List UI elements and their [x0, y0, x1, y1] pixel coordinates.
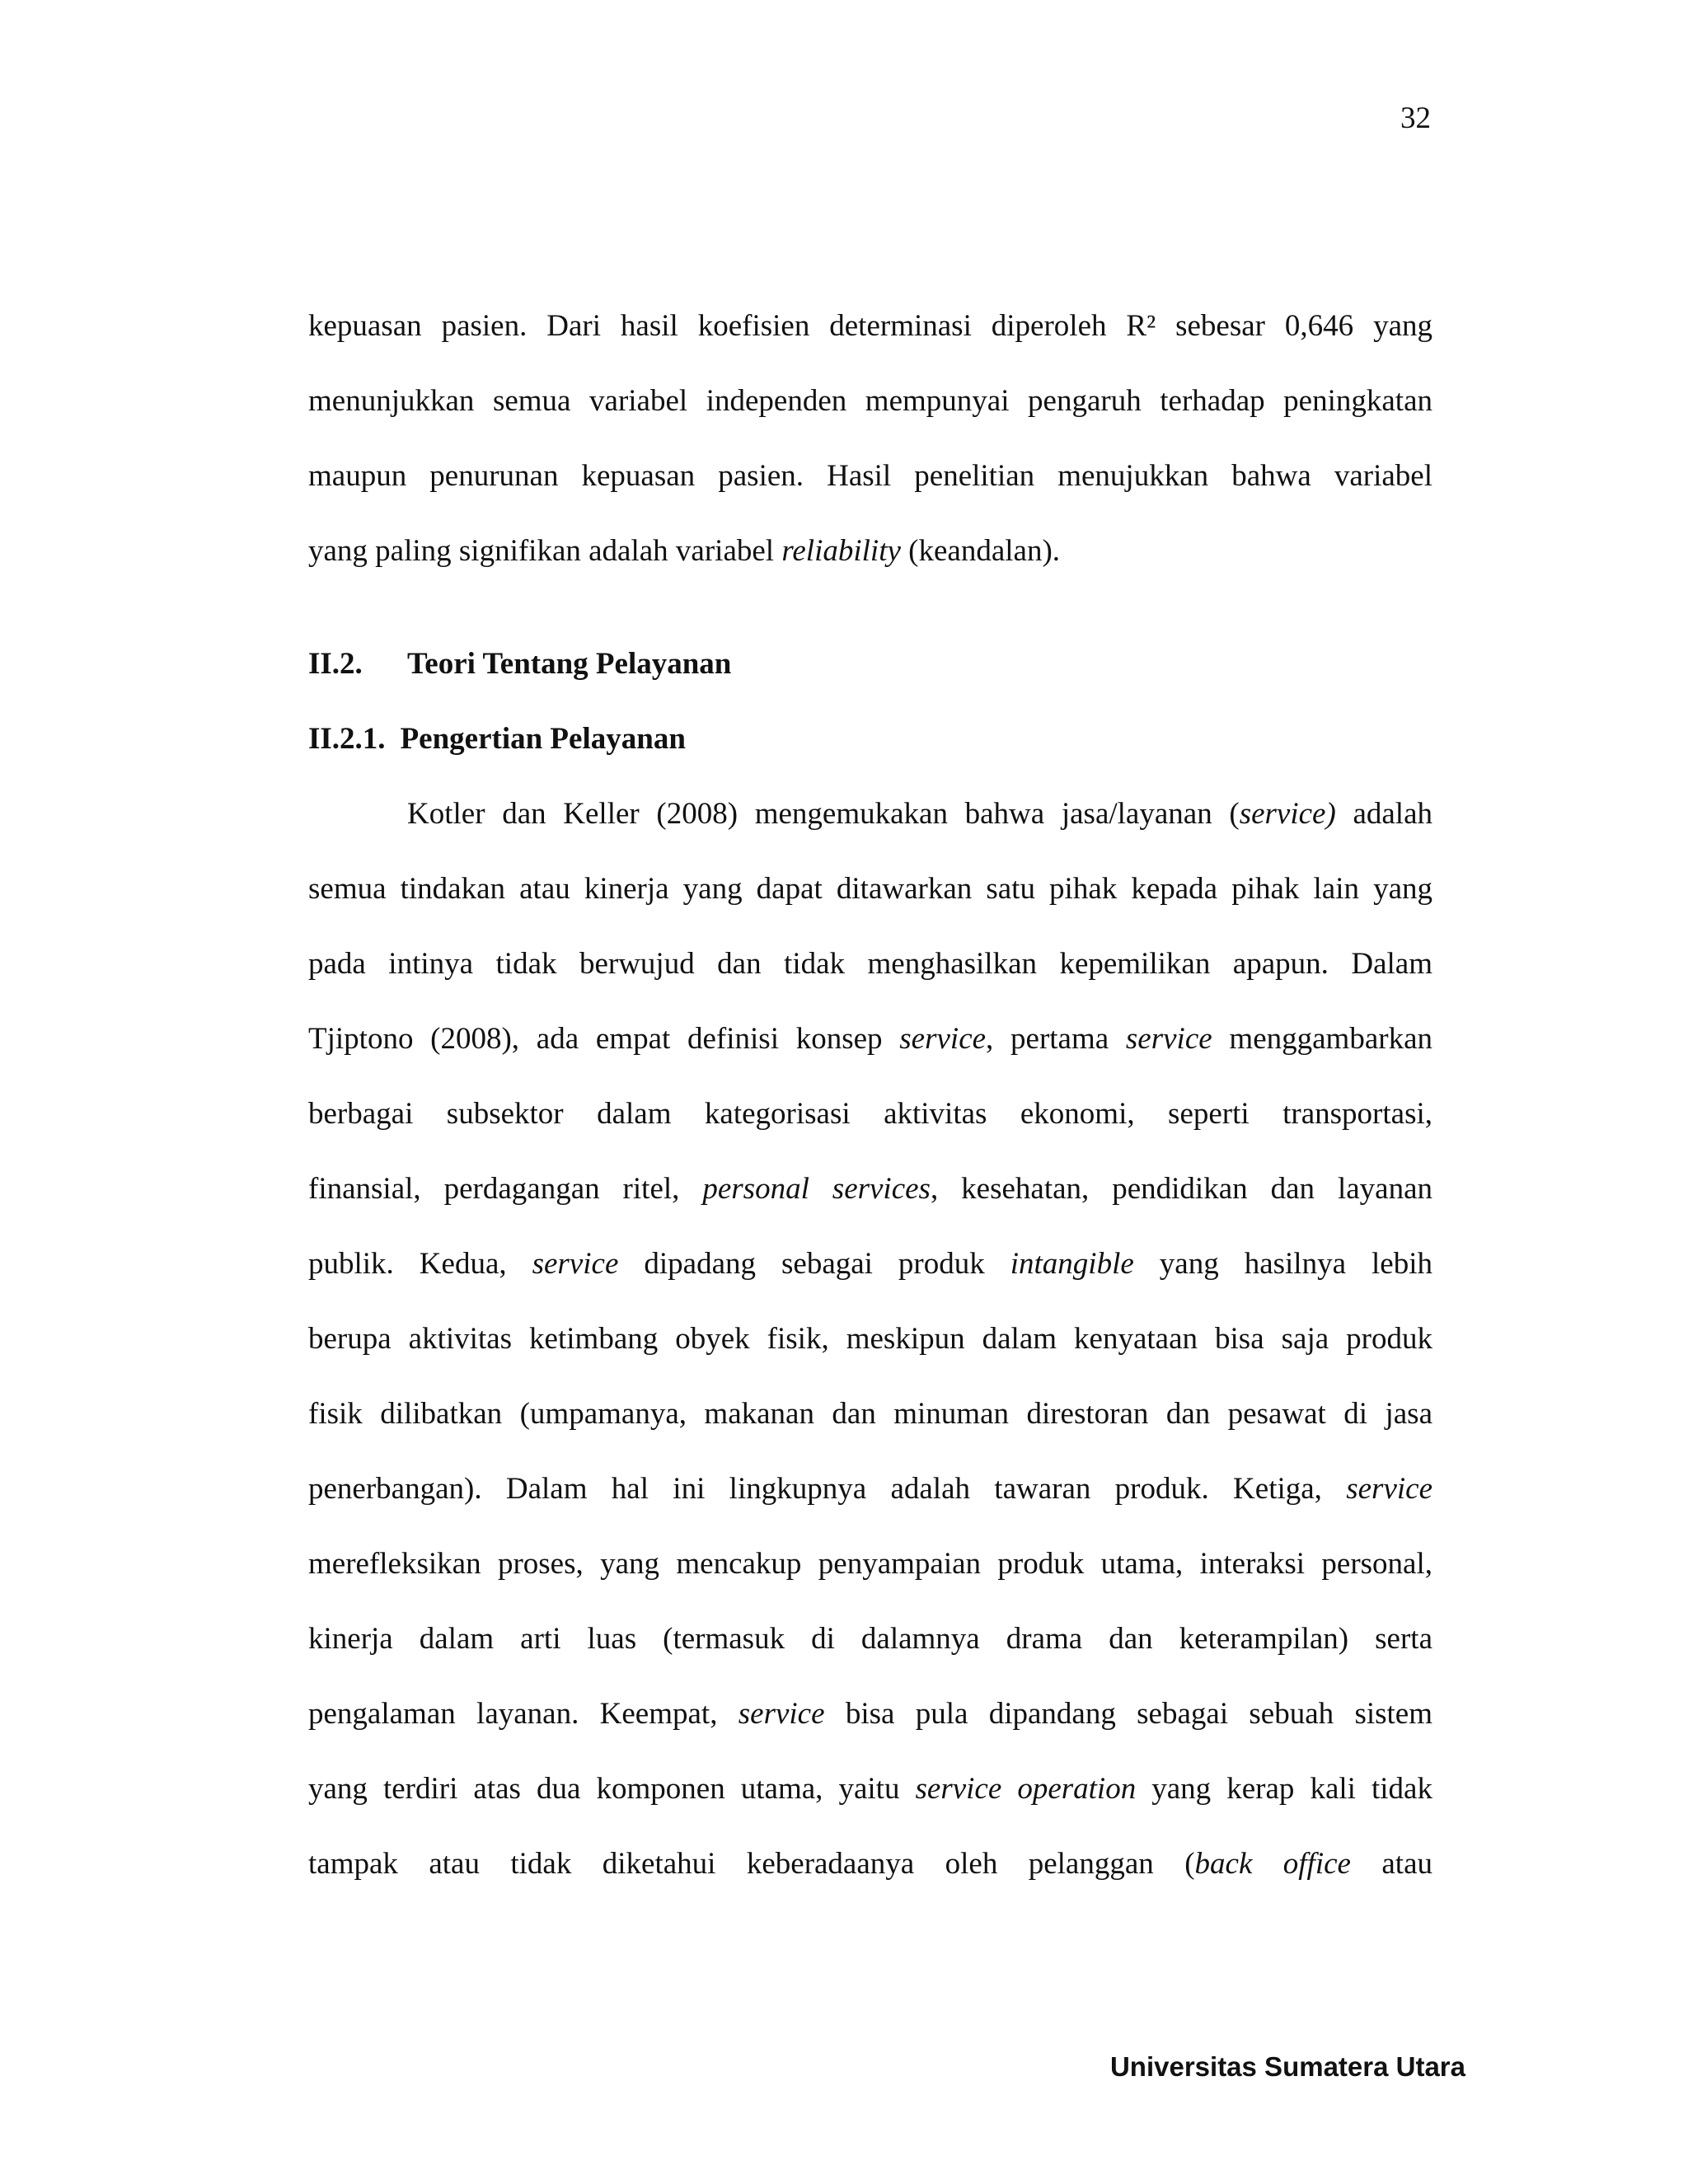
italic-term: service [899, 1022, 987, 1056]
text-span: Kotler dan Keller (2008) mengemukakan bahwa jasa/layanan ( [407, 797, 1240, 831]
text-line: menunjukkan semua variabel independen mempunyai pengaruh terhadap peningkatan [308, 384, 1432, 418]
section-title: Teori Tentang Pelayanan [407, 647, 732, 681]
section-spacer [308, 603, 1432, 641]
text-span: Tjiptono (2008), ada empat definisi konsep [308, 1022, 900, 1056]
text-span: bisa pula dipandang sebagai sebuah sistem [824, 1697, 1432, 1731]
text-span: pengalaman layanan. Keempat, [308, 1697, 738, 1731]
italic-term: service [1346, 1472, 1432, 1506]
text-span: atau [1350, 1847, 1433, 1881]
page-body [308, 303, 1432, 1916]
paragraph-continuation [308, 303, 1432, 603]
text-line [308, 1166, 1432, 1241]
text-line [308, 1466, 1432, 1541]
italic-term: personal services [702, 1172, 931, 1206]
section-number: II.2. [308, 647, 363, 681]
text-line: merefleksikan proses, yang mencakup penyampaian produk utama, interaksi personal, [308, 1547, 1432, 1581]
text-span: adalah [1335, 797, 1432, 831]
text-line: fisik dilibatkan (umpamanya, makanan dan minuman direstoran dan pesawat di jasa [308, 1397, 1432, 1431]
text-span: , kesehatan, pendidikan dan layanan [930, 1172, 1432, 1206]
italic-term: intangible [1010, 1247, 1134, 1281]
italic-term: service) [1239, 797, 1336, 831]
text-line: berbagai subsektor dalam kategorisasi aktivitas ekonomi, seperti transportasi, [308, 1097, 1432, 1131]
text-line [308, 1016, 1432, 1091]
text-line [308, 791, 1432, 866]
italic-term: reliability [781, 534, 901, 568]
text-line [308, 1691, 1432, 1766]
text-line: kepuasan pasien. Dari hasil koefisien determinasi diperoleh R² sebesar 0,646 yang [308, 309, 1432, 343]
text-span: (keandalan). [900, 534, 1061, 568]
italic-term: service [1125, 1022, 1212, 1056]
page-number: 32 [1400, 101, 1431, 135]
text-span: yang terdiri atas dua komponen utama, yaitu [308, 1772, 916, 1806]
section-heading [308, 641, 1432, 716]
text-line: maupun penurunan kepuasan pasien. Hasil penelitian menujukkan bahwa variabel [308, 459, 1432, 493]
text-line [308, 528, 1432, 603]
text-line: berupa aktivitas ketimbang obyek fisik, meskipun dalam kenyataan bisa saja produk [308, 1322, 1432, 1356]
italic-term: service operation [915, 1772, 1137, 1806]
text-line [308, 1766, 1432, 1841]
text-line: kinerja dalam arti luas (termasuk di dalamnya drama dan keterampilan) serta [308, 1622, 1432, 1656]
text-span: finansial, perdagangan ritel, [308, 1172, 703, 1206]
text-span: yang paling signifikan adalah variabel [308, 534, 782, 568]
text-span: yang hasilnya lebih [1133, 1247, 1432, 1281]
text-line: pada intinya tidak berwujud dan tidak menghasilkan kepemilikan apapun. Dalam [308, 947, 1432, 981]
text-span: tampak atau tidak diketahui keberadaanya oleh pelanggan ( [308, 1847, 1195, 1881]
university-footer: Universitas Sumatera Utara [1109, 2051, 1465, 2082]
text-span: penerbangan). Dalam hal ini lingkupnya adalah tawaran produk. Ketiga, [308, 1472, 1347, 1506]
text-line [308, 1841, 1432, 1916]
italic-term: service [738, 1697, 825, 1731]
italic-term: back office [1194, 1847, 1351, 1881]
text-span: dipadang sebagai produk [618, 1247, 1010, 1281]
subsection-title: Pengertian Pelayanan [400, 722, 686, 756]
paragraph-service-definition [308, 791, 1432, 1916]
text-span: , pertama [986, 1022, 1126, 1056]
subsection-heading [308, 716, 1432, 791]
subsection-number: II.2.1. [308, 722, 386, 756]
text-span: publik. Kedua, [308, 1247, 532, 1281]
text-span: yang kerap kali tidak [1136, 1772, 1432, 1806]
text-line [308, 1241, 1432, 1316]
italic-term: service [532, 1247, 619, 1281]
text-span: menggambarkan [1212, 1022, 1432, 1056]
text-line: semua tindakan atau kinerja yang dapat ditawarkan satu pihak kepada pihak lain yang [308, 872, 1432, 906]
